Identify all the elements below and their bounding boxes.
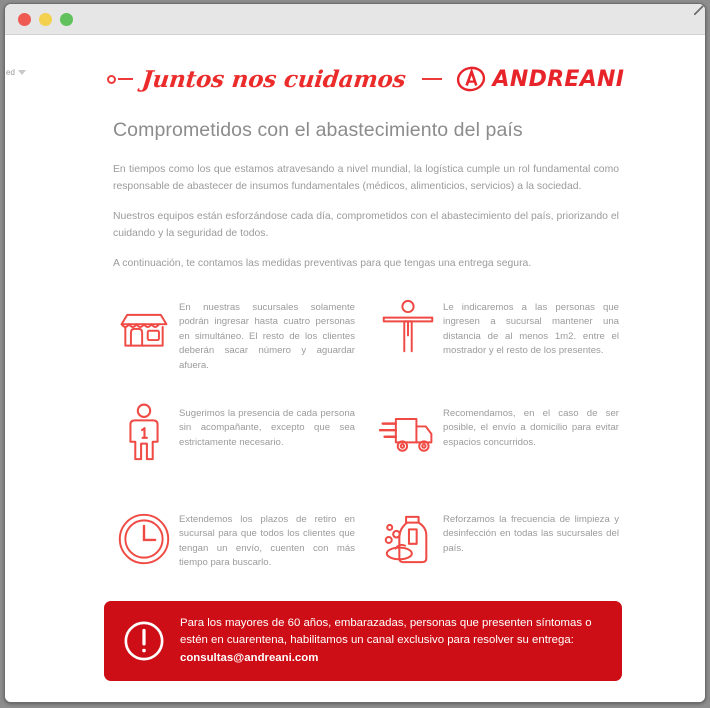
- header-circle-icon: [107, 75, 116, 84]
- measure-item: [113, 505, 355, 587]
- andreani-logo-wordmark: ANDREANI: [492, 66, 625, 92]
- window-titlebar[interactable]: [5, 4, 705, 35]
- andreani-logo-mark-icon: [456, 64, 486, 94]
- header-dash-icon: [118, 78, 133, 81]
- andreani-logo[interactable]: [456, 64, 625, 94]
- cleaning-bottle-icon: [377, 505, 439, 573]
- measure-item: [377, 505, 619, 587]
- intro-paragraph-1: En tiempos como los que estamos atravesando a nivel mundial, la logística cumple un rol fundamental como responsable de abastecer de insumos fundamentales (médicos, alimenticios, servicios) a la sociedad.: [113, 164, 619, 192]
- measure-item: [377, 293, 619, 375]
- browser-window: [4, 3, 706, 703]
- measures-grid: [113, 293, 619, 587]
- window-maximize-button[interactable]: [60, 13, 73, 26]
- measure-text: Recomendamos, en el caso de ser posible, el envío a domicilio para evitar espacios concurridos.: [443, 407, 619, 448]
- single-person-icon: [113, 399, 175, 467]
- intro-paragraph-3: A continuación, te contamos las medidas preventivas para que tengas una entrega segura.: [113, 258, 532, 269]
- page-body: [5, 35, 705, 702]
- alert-message: Para los mayores de 60 años, embarazadas, personas que presenten síntomas o estén en cuarentena, habilitamos un canal exclusivo para resolver su entrega:: [180, 616, 592, 646]
- clock-icon: [113, 505, 175, 573]
- window-resize-handle[interactable]: [694, 4, 705, 15]
- measure-text: Sugerimos la presencia de cada persona sin acompañante, excepto que sea estrictamente necesario.: [179, 407, 355, 448]
- alert-text: [180, 615, 604, 668]
- clipped-toolbar-label: ed: [6, 68, 15, 77]
- intro-paragraph-2: Nuestros equipos están esforzándose cada día, comprometidos con el abastecimiento del país, priorizando el cuidando y la seguridad de todos.: [113, 211, 619, 239]
- delivery-truck-icon: [377, 399, 439, 467]
- window-close-button[interactable]: [18, 13, 31, 26]
- measure-text: Reforzamos la frecuencia de limpieza y desinfección en todas las sucursales del país.: [443, 513, 619, 554]
- tagline: Juntos nos cuidamos: [140, 65, 407, 93]
- measure-text: Le indicaremos a las personas que ingresen a sucursal mantener una distancia de al menos 1m2. entre el mostrador y el resto de los presentes.: [443, 301, 619, 357]
- measure-item: [377, 399, 619, 481]
- clipped-toolbar-artifact: [5, 66, 65, 79]
- alert-banner: [104, 601, 622, 682]
- alert-email-link[interactable]: consultas@andreani.com: [180, 651, 319, 664]
- storefront-icon: [113, 293, 175, 361]
- measure-item: [113, 399, 355, 481]
- window-minimize-button[interactable]: [39, 13, 52, 26]
- measure-item: [113, 293, 355, 375]
- measure-text: Extendemos los plazos de retiro en sucursal para que todos los clientes que tengan un envío, cuenten con más tiempo para buscarlo.: [179, 513, 355, 569]
- exclamation-circle-icon: [122, 620, 166, 662]
- chevron-down-icon[interactable]: [18, 70, 26, 75]
- person-arms-out-icon: [377, 293, 439, 361]
- brand-header: [107, 57, 625, 101]
- header-divider-rule: [422, 78, 442, 80]
- measure-text: En nuestras sucursales solamente podrán ingresar hasta cuatro personas en simultáneo. El resto de los clientes deberán sacar número y aguardar afuera.: [179, 301, 355, 371]
- page-title: Comprometidos con el abastecimiento del país: [113, 119, 523, 141]
